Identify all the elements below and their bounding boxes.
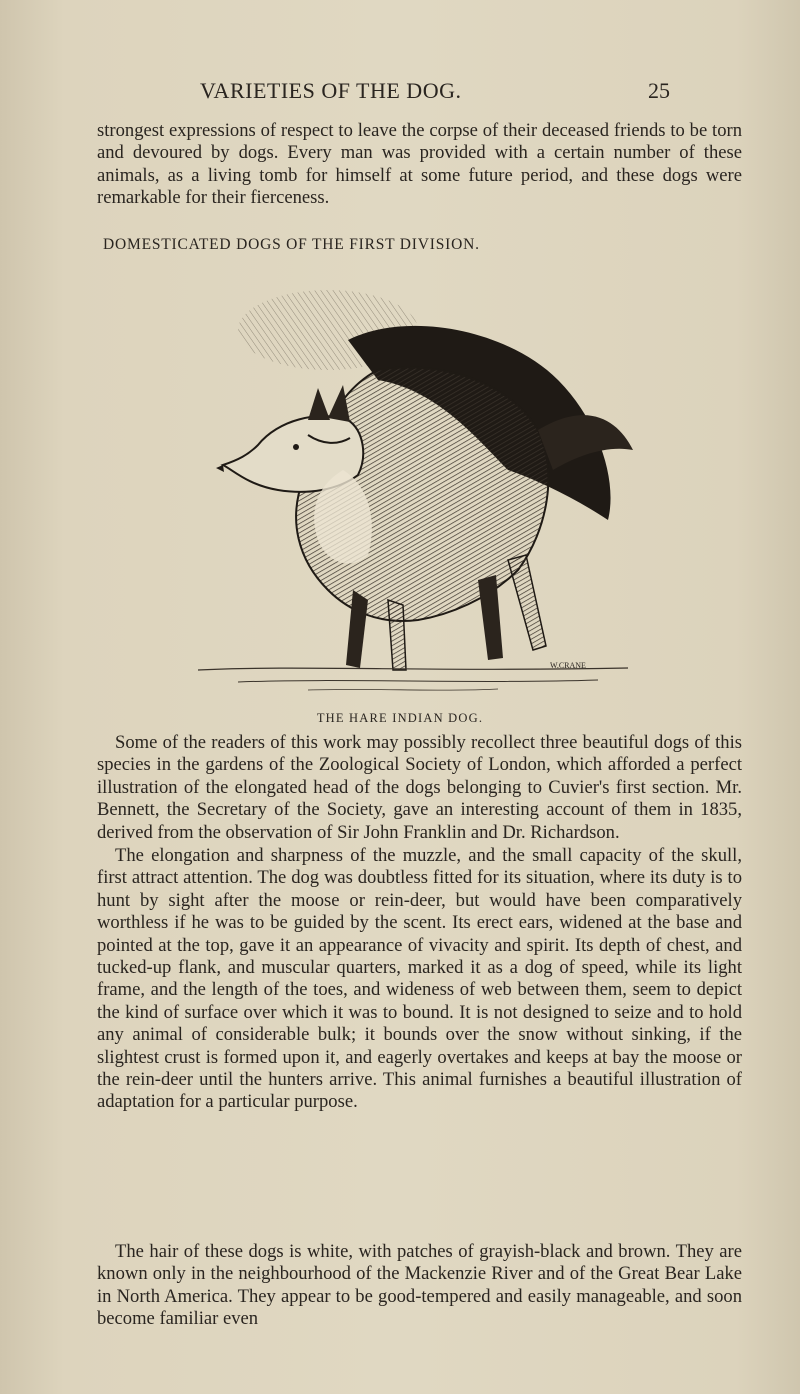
paragraph: The hair of these dogs is white, with patches of grayish-black and brown. They are known only in the neighbourhood of the Mackenzie River and of the Great Bear Lake in North America. They appear to be good-tempered and easily manageable, and soon become familiar even — [97, 1241, 742, 1330]
paragraph: The elongation and sharpness of the muzzle, and the small capacity of the skull, first attract attention. The dog was doubtless fitted for its situation, where its duty is to hunt by sight after the moose or rein-deer, but would have been comparatively worthless if he was to be guided by the scent. Its erect ears, widened at the base and pointed at the top, gave it an appearance of vivacity and spirit. Its depth of chest, and tucked-up flank, and muscular quarters, marked it as a dog of speed, while its light frame, and the length of the toes, and wideness of web between them, seem to depict the kind of surface over which it was to bound. It is not designed to seize and to hold any animal of considerable bulk; it bounds over the snow without sinking, if the slightest crust is formed upon it, and eagerly overtakes and keeps at bay the moose or the rein-deer until the hunters arrive. This animal furnishes a beautiful illustration of adaptation for a particular purpose. — [97, 845, 742, 1113]
running-title: VARIETIES OF THE DOG. — [200, 78, 462, 103]
section-heading: DOMESTICATED DOGS OF THE FIRST DIVISION. — [103, 236, 480, 253]
figure-caption: THE HARE INDIAN DOG. — [316, 711, 484, 725]
hare-indian-dog-engraving — [178, 270, 648, 710]
paragraph-continuation: strongest expressions of respect to leave the corpse of their deceased friends to be torn and devoured by dogs. Every man was provided with a certain number of these animals, as a living tomb for himself at some future period, and these dogs were remarkable for their fierceness. — [97, 120, 742, 209]
paragraph: Some of the readers of this work may possibly recollect three beautiful dogs of this species in the gardens of the Zoological Society of London, which afforded a perfect illustration of the elongated head of the dogs belonging to Cuvier's first section. Mr. Bennett, the Secretary of the Society, gave an interesting account of them in 1835, derived from the observation of Sir John Franklin and Dr. Richardson. — [97, 732, 742, 843]
running-head — [0, 78, 800, 108]
page-number: 25 — [648, 78, 670, 103]
svg-text:W.CRANE: W.CRANE — [550, 661, 586, 670]
